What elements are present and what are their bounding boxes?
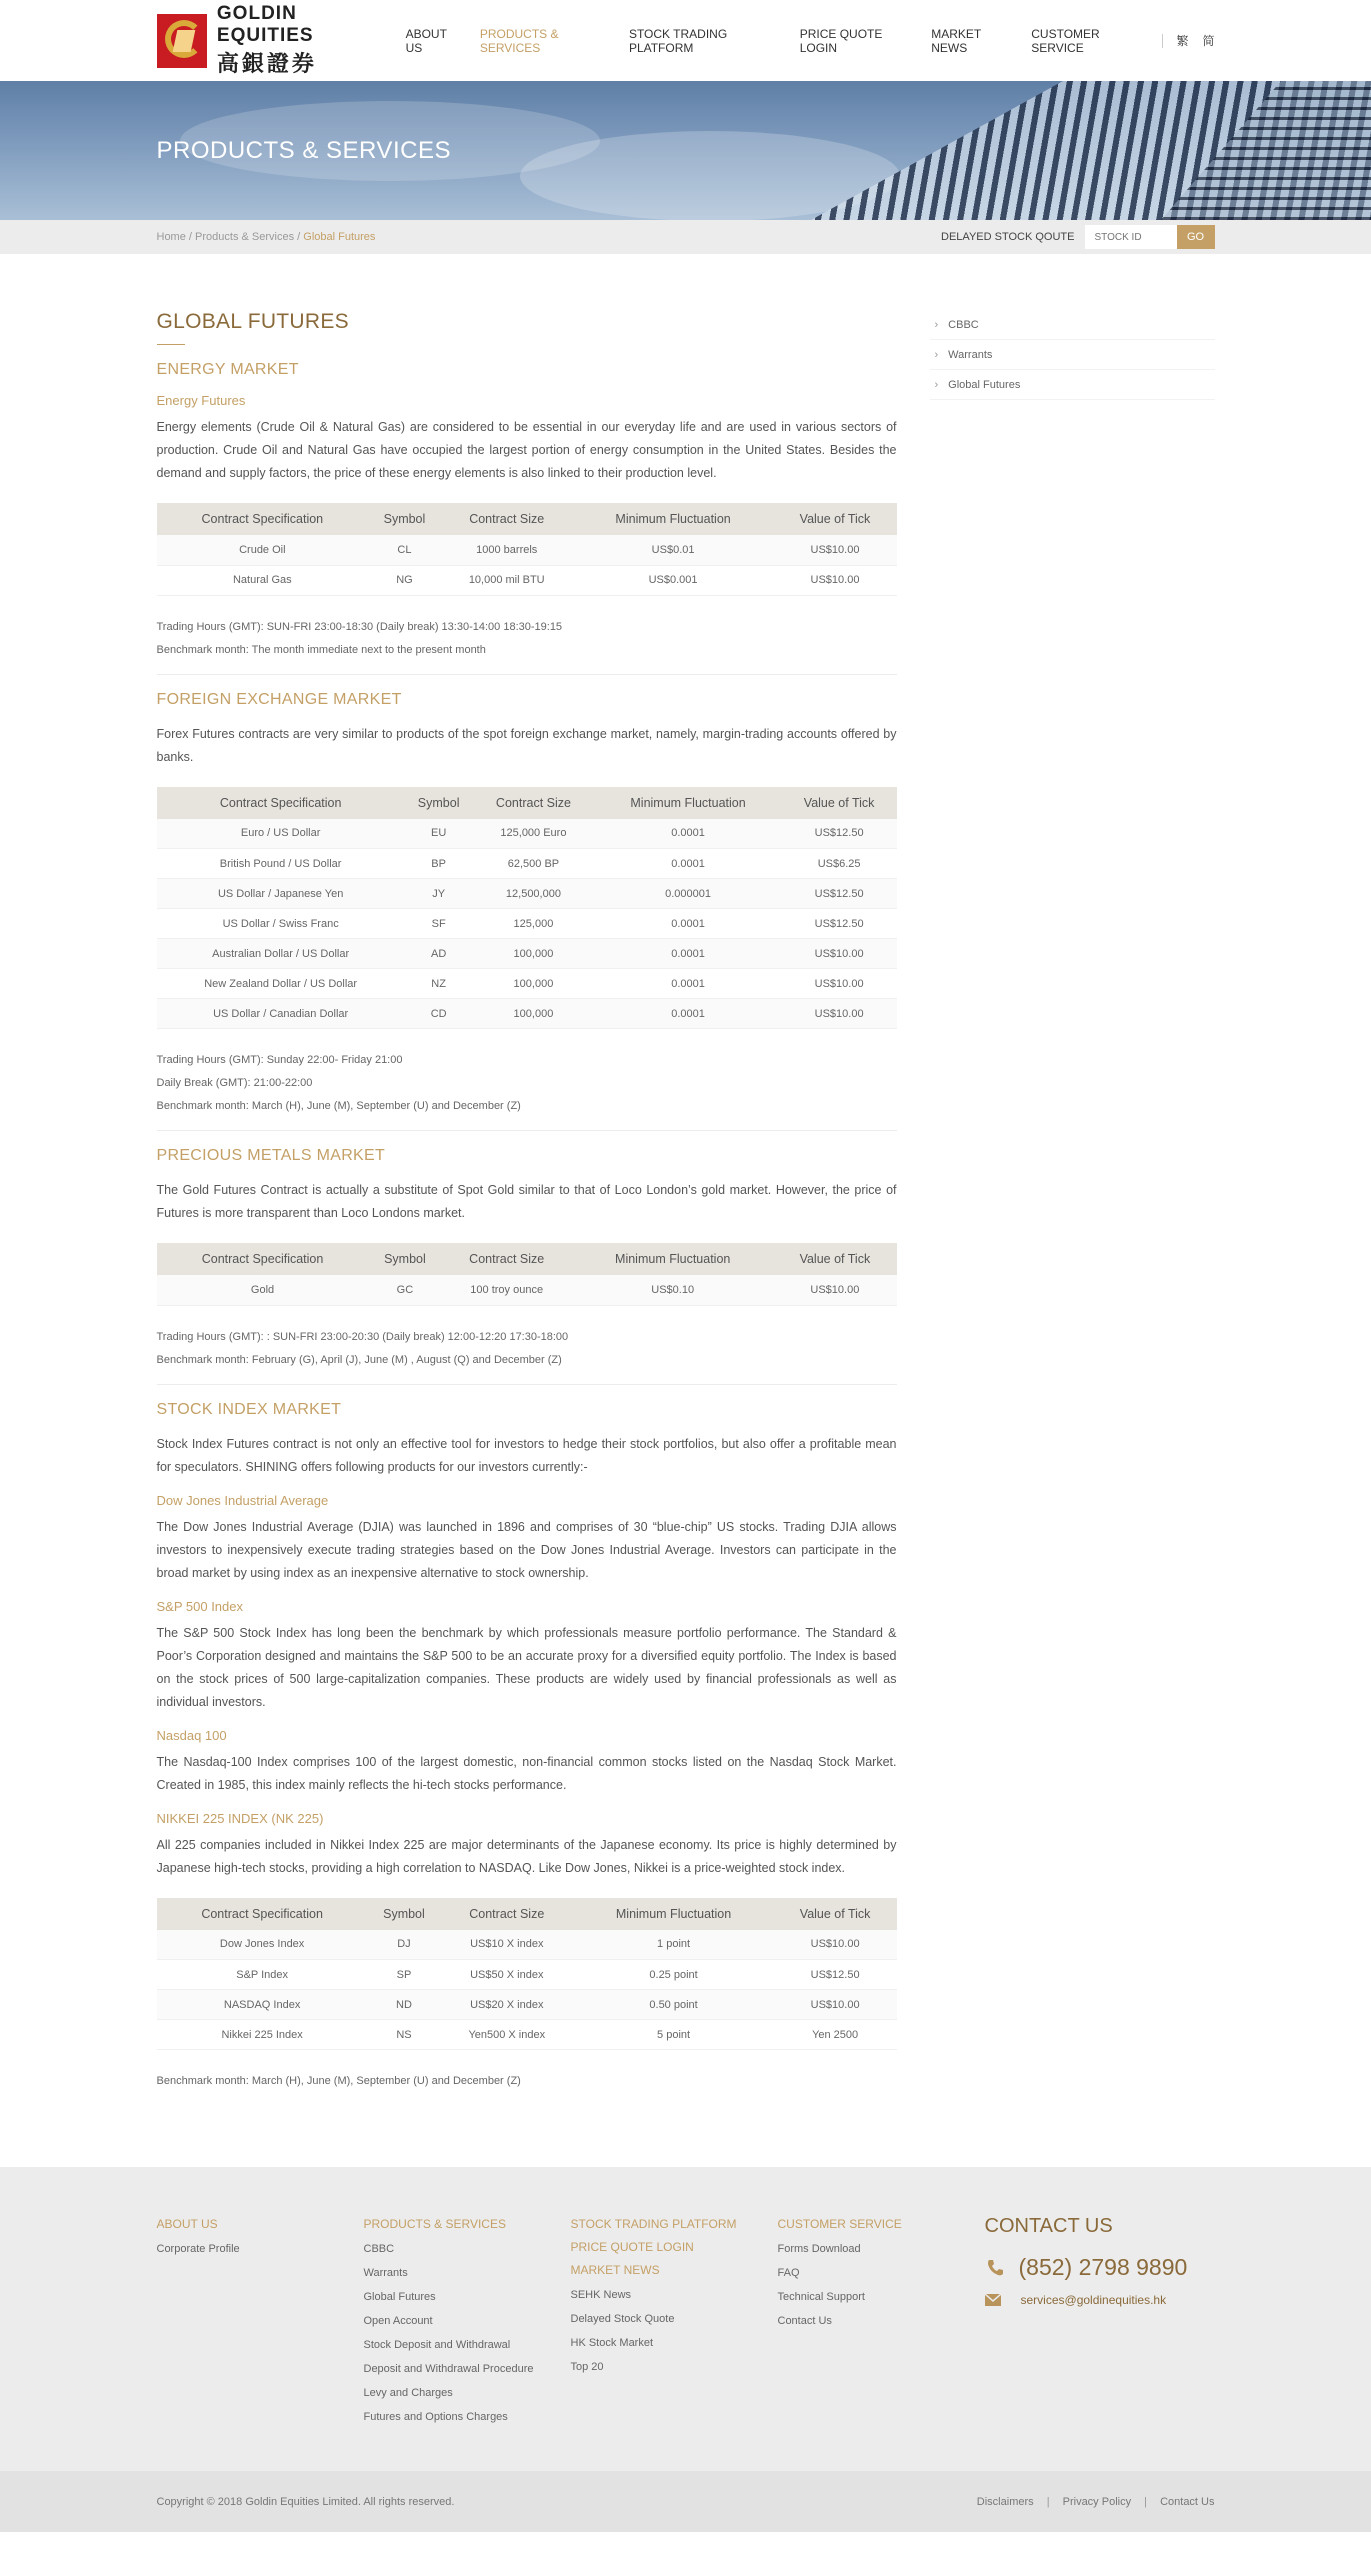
dj-subtitle: Dow Jones Industrial Average [156,1492,329,1508]
title-underline [157,344,185,345]
table-row: Dow Jones Index DJ US$10 X index 1 point US$10.00 [157,1930,897,1960]
nasdaq-paragraph: The Nasdaq-100 Index comprises 100 of the largest domestic, non-financial common stocks listed on the Nasdaq Stock Market. Created in 1985, this index mainly reflects the hi-tech stocks performance. [156,1754,897,1792]
table-header: Contract Size [473,787,595,819]
energy-subtitle: Energy Futures [156,393,246,408]
table-header: Minimum Fluctuation [573,503,774,535]
metals-section-title: PRECIOUS METALS MARKET [156,1147,386,1164]
table-row: S&P Index SP US$50 X index 0.25 point US$12.50 [157,1960,897,1990]
lang-traditional[interactable]: 繁 [1176,34,1189,48]
index-section-title: STOCK INDEX MARKET [156,1400,342,1418]
mail-icon [985,2294,1001,2306]
energy-table [157,503,897,596]
forex-note: Daily Break (GMT): 21:00-22:00 [156,1077,313,1089]
table-header: Value of Tick [782,787,897,819]
chevron-right-icon: › [934,348,939,361]
table-row: Euro / US Dollar EU 125,000 Euro 0.0001 US$12.50 [157,819,897,849]
privacy-policy-link[interactable]: Privacy Policy [1062,2495,1132,2508]
nav-customer-service[interactable]: CUSTOMER SERVICE [1031,26,1100,55]
logo-text-zh: 高銀證券 [216,52,317,77]
forex-note: Trading Hours (GMT): Sunday 22:00- Friday 21:00 [156,1054,403,1066]
contact-phone [985,2254,1188,2281]
table-row: US Dollar / Swiss Franc SF 125,000 0.0001 US$12.50 [157,909,897,939]
phone-number[interactable]: (852) 2798 9890 [1018,2254,1188,2280]
footer-heading[interactable]: ABOUT US [156,2217,218,2231]
footer-link[interactable]: Forms Download [777,2243,861,2255]
metals-note: Trading Hours (GMT): : SUN-FRI 23:00-20:30 (Daily break) 12:00-12:20 17:30-18:00 [156,1330,569,1343]
contact-heading: CONTACT US [984,2215,1113,2237]
sidebar-item-cbbc[interactable]: › CBBC [930,310,1215,340]
footer-link[interactable]: Technical Support [777,2291,865,2303]
table-header: Value of Tick [774,1898,897,1930]
nav-products-services[interactable]: PRODUCTS & SERVICES [479,26,559,55]
email-address[interactable]: services@goldinequities.hk [1020,2293,1167,2307]
forex-section-title: FOREIGN EXCHANGE MARKET [156,690,402,708]
table-row: British Pound / US Dollar BP 62,500 BP 0.0001 US$6.25 [157,849,897,879]
nikkei-subtitle: NIKKEI 225 INDEX (NK 225) [156,1810,324,1826]
forex-note: Benchmark month: March (H), June (M), September (U) and December (Z) [156,1100,521,1112]
table-header: Symbol [369,1243,442,1275]
sp-subtitle: S&P 500 Index [156,1598,243,1614]
table-header: Minimum Fluctuation [594,787,781,819]
table-header: Contract Size [441,1243,572,1275]
stock-id-input[interactable] [1085,225,1177,249]
phone-icon [985,2258,1005,2278]
table-row: Australian Dollar / US Dollar AD 100,000 0.0001 US$10.00 [157,939,897,969]
table-header: Value of Tick [773,503,896,535]
footer-link[interactable]: SEHK News [570,2289,632,2301]
footer-link[interactable]: FAQ [777,2267,800,2279]
footer-link[interactable]: Futures and Options Charges [363,2411,508,2423]
chevron-right-icon: › [934,318,939,331]
bottom-bar [0,2471,1371,2532]
table-row: US Dollar / Japanese Yen JY 12,500,000 0.000001 US$12.50 [157,879,897,909]
table-row: Gold GC 100 troy ounce US$0.10 US$10.00 [157,1275,897,1305]
nikkei-paragraph: All 225 companies included in Nikkei Index 225 are major determinants of the Japanese economy. Its price is highly determined by Japanese high-tech stocks, providing a high correlation to NASDAQ. Like Dow Jones, Nikkei is a price-weighted stock index. [156,1837,897,1875]
logo-mark-icon [157,14,207,68]
nav-market-news[interactable]: MARKET NEWS [931,26,982,55]
banner-title: PRODUCTS & SERVICES [156,136,451,164]
section-divider [157,1384,897,1385]
footer-link[interactable]: Stock Deposit and Withdrawal [363,2339,511,2351]
table-header: Contract Specification [157,787,405,819]
nav-price-quote-login[interactable]: PRICE QUOTE LOGIN [799,26,883,55]
footer-link[interactable]: Warrants [363,2267,408,2279]
footer-heading[interactable]: CUSTOMER SERVICE [777,2217,902,2231]
main-content [0,254,1371,2167]
footer-link[interactable]: Levy and Charges [363,2387,453,2399]
page-title: GLOBAL FUTURES [156,310,349,333]
stock-quote-label: DELAYED STOCK QOUTE [941,231,1075,243]
footer-link[interactable]: CBBC [363,2243,395,2255]
main-nav [388,27,1215,55]
site-footer [0,2167,1371,2471]
table-header: Symbol [368,503,441,535]
bottom-links: Disclaimers | Privacy Policy | Contact Us [976,2495,1215,2508]
go-button[interactable]: GO [1177,225,1215,249]
table-header: Symbol [368,1898,440,1930]
sidebar-item-warrants[interactable]: › Warrants [930,340,1215,370]
lang-simplified[interactable]: 简 [1202,34,1215,48]
energy-note: Benchmark month: The month immediate next to the present month [156,643,486,656]
footer-about [157,2217,364,2429]
breadcrumb-home[interactable]: Home [156,231,186,243]
footer-platform [571,2217,778,2429]
index-paragraph: Stock Index Futures contract is not only an effective tool for investors to hedge their stock portfolios, but also offer a profitable mean for speculators. SHINING offers following products for our investors currently:- [156,1436,897,1474]
metals-note: Benchmark month: February (G), April (J), June (M) , August (Q) and December (Z) [156,1353,562,1366]
nav-about-us[interactable]: ABOUT US [405,26,447,55]
footer-link[interactable]: Top 20 [570,2361,604,2373]
sidebar [930,310,1215,2093]
table-row: Nikkei 225 Index NS Yen500 X index 5 point Yen 2500 [157,2020,897,2050]
contact-us-link[interactable]: Contact Us [1160,2495,1215,2508]
footer-link[interactable]: Deposit and Withdrawal Procedure [363,2363,534,2375]
energy-section-title: ENERGY MARKET [156,361,299,378]
logo-text-en: GOLDIN EQUITIES [216,3,314,46]
footer-contact [985,2217,1188,2429]
breadcrumb-current: Global Futures [303,231,376,243]
table-header: Contract Specification [157,1243,369,1275]
table-header: Symbol [405,787,473,819]
table-header: Contract Specification [157,1898,368,1930]
copyright: Copyright © 2018 Goldin Equities Limited. All rights reserved. [156,2495,455,2508]
section-divider [157,674,897,675]
forex-table [157,787,897,1030]
footer-link[interactable]: Corporate Profile [156,2243,240,2255]
footer-heading[interactable]: MARKET NEWS [570,2263,660,2277]
footer-link[interactable]: HK Stock Market [570,2337,654,2349]
dj-paragraph: The Dow Jones Industrial Average (DJIA) was launched in 1896 and comprises of 30 “blue-chip” US stocks. Trading DJIA allows investors to inexpensively execute trading strategies based on the Dow Jones Industrial Average. Investors can participate in the broad market by using index as an inexpensive alternative to stock ownership. [156,1519,897,1580]
table-row: New Zealand Dollar / US Dollar NZ 100,000 0.0001 US$10.00 [157,969,897,999]
energy-note: Trading Hours (GMT): SUN-FRI 23:00-18:30 (Daily break) 13:30-14:00 18:30-19:15 [156,620,563,633]
sp-paragraph: The S&P 500 Stock Index has long been the benchmark by which professionals measure portfolio performance. The Standard & Poor’s Corporation designed and maintains the S&P 500 to be an accurate proxy for a diversified equity portfolio. The Index is based on the stock prices of 500 large-capitalization companies. These products are widely used by financial professionals as well as individual investors. [156,1625,897,1709]
stock-quote-form [941,225,1214,249]
article [157,310,897,2093]
page-banner [0,81,1371,220]
footer-link[interactable]: Global Futures [363,2291,436,2303]
table-header: Value of Tick [773,1243,896,1275]
table-header: Contract Size [441,503,573,535]
table-header: Minimum Fluctuation [573,1898,773,1930]
table-header: Contract Specification [157,503,369,535]
disclaimers-link[interactable]: Disclaimers [976,2495,1034,2508]
energy-paragraph: Energy elements (Crude Oil & Natural Gas) are considered to be essential in our everyday life and are used in various sectors of production. Crude Oil and Natural Gas have occupied the largest portion of energy consumption in the United States. Besides the demand and supply factors, the price of these energy elements is also linked to their production level. [156,420,897,480]
chevron-right-icon: › [934,378,939,391]
table-row: Crude Oil CL 1000 barrels US$0.01 US$10.00 [157,535,897,565]
table-row: US Dollar / Canadian Dollar CD 100,000 0.0001 US$10.00 [157,999,897,1029]
footer-heading[interactable]: PRICE QUOTE LOGIN [570,2240,694,2254]
table-row: NASDAQ Index ND US$20 X index 0.50 point US$10.00 [157,1990,897,2020]
metals-table [157,1243,897,1306]
metals-paragraph: The Gold Futures Contract is actually a substitute of Spot Gold similar to that of Loco London’s gold market. However, the price of Futures is more transparent than Loco Londons market. [156,1183,897,1220]
nasdaq-subtitle: Nasdaq 100 [156,1727,227,1743]
footer-service [778,2217,985,2429]
footer-products [364,2217,571,2429]
index-note: Benchmark month: March (H), June (M), September (U) and December (Z) [156,2075,521,2087]
nav-divider [1162,34,1163,48]
footer-link[interactable]: Open Account [363,2315,433,2327]
section-divider [157,1130,897,1131]
logo[interactable] [157,3,388,78]
sidebar-item-global-futures[interactable]: › Global Futures [930,370,1215,400]
breadcrumb-bar [0,220,1371,254]
contact-email [985,2293,1188,2307]
footer-heading[interactable]: STOCK TRADING PLATFORM [570,2217,737,2231]
breadcrumb: Home / Products & Services / Global Futures [156,231,376,243]
breadcrumb-products[interactable]: Products & Services [195,231,295,243]
footer-heading[interactable]: PRODUCTS & SERVICES [363,2217,506,2231]
table-header: Minimum Fluctuation [572,1243,773,1275]
footer-link[interactable]: Delayed Stock Quote [570,2313,675,2325]
forex-paragraph: Forex Futures contracts are very similar to products of the spot foreign exchange market, namely, margin-trading accounts offered by banks. [156,726,897,764]
table-row: Natural Gas NG 10,000 mil BTU US$0.001 US$10.00 [157,565,897,595]
index-table [157,1898,897,2051]
site-header [0,0,1371,81]
table-header: Contract Size [440,1898,573,1930]
nav-stock-trading-platform[interactable]: STOCK TRADING PLATFORM [628,26,728,55]
footer-link[interactable]: Contact Us [777,2315,832,2327]
